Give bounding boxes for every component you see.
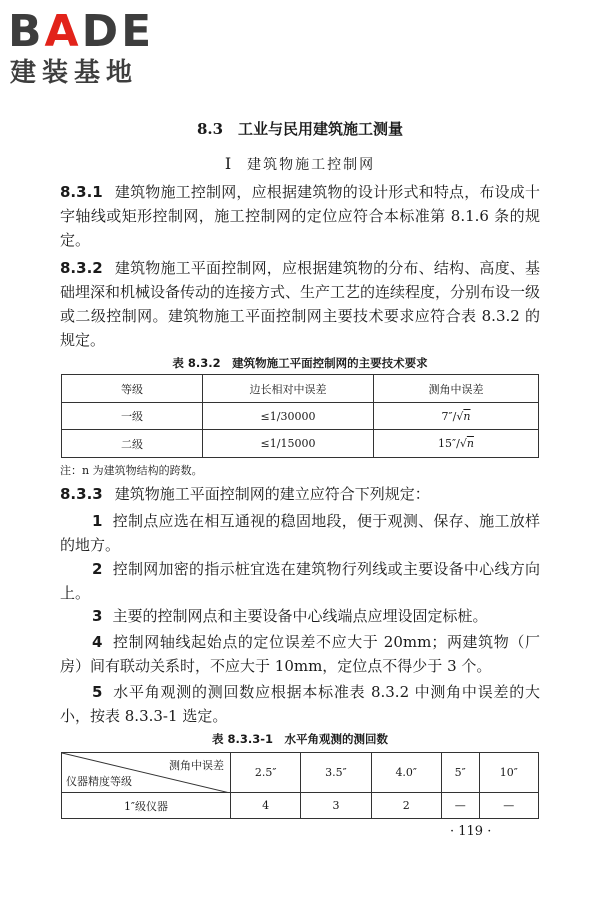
list-item (60, 604, 540, 628)
diag-bottom-label: 仪器精度等级 (66, 775, 132, 788)
table-8-3-2 (61, 374, 539, 458)
list-item (60, 509, 540, 557)
clause-8-3-3 (60, 482, 540, 506)
diagonal-header-cell (62, 753, 231, 793)
logo-subtitle: 建装基地 (10, 58, 139, 88)
table-row (62, 403, 539, 430)
clause-number: 8.3.3 (60, 485, 103, 503)
item-number: 5 (92, 683, 103, 701)
table-header-row (62, 753, 539, 793)
table-cell: 15″/√n (374, 430, 539, 458)
table-header: 等级 (62, 375, 203, 403)
table-header: 4.0″ (371, 753, 441, 793)
table-cell: 4 (231, 793, 301, 819)
table-cell: ≤1/15000 (203, 430, 374, 458)
table-header: 10″ (479, 753, 538, 793)
clause-8-3-1 (60, 180, 540, 252)
table-cell: ≤1/30000 (203, 403, 374, 430)
table-cell: — (441, 793, 479, 819)
clause-number: 8.3.2 (60, 259, 103, 277)
clause-text: 建筑物施工平面控制网，应根据建筑物的分布、结构、高度、基础埋深和机械设备传动的连接方式、生产工艺的连续程度，分别布设一级或二级控制网。建筑物施工平面控制网主要技术要求应符合表 8.3.2 的规定。 (60, 259, 541, 349)
item-number: 2 (92, 560, 103, 578)
section-title: 8.3 工业与民用建筑施工测量 (196, 120, 404, 138)
table-header: 边长相对中误差 (203, 375, 374, 403)
item-number: 3 (92, 607, 103, 625)
table-header: 3.5″ (301, 753, 371, 793)
item-text: 主要的控制网点和主要设备中心线端点应埋设固定标桩。 (112, 607, 488, 625)
table-row (62, 793, 539, 819)
logo-wordmark: BADE (8, 6, 155, 57)
table-cell: 一级 (62, 403, 203, 430)
list-item (60, 557, 540, 605)
table-header: 2.5″ (231, 753, 301, 793)
table-cell: 1″级仪器 (62, 793, 231, 819)
table-cell: — (479, 793, 538, 819)
clause-text: 建筑物施工平面控制网的建立应符合下列规定： (114, 485, 430, 503)
table-caption: 表 8.3.2 建筑物施工平面控制网的主要技术要求 (172, 356, 428, 370)
item-number: 1 (92, 512, 103, 530)
table-header: 测角中误差 (374, 375, 539, 403)
bade-logo (6, 6, 178, 90)
list-item (60, 630, 540, 678)
item-text: 控制网轴线起始点的定位误差不应大于 20mm；两建筑物（厂房）间有联动关系时，不应大于 10mm，定位点不得少于 3 个。 (60, 633, 540, 675)
diag-top-label: 测角中误差 (169, 759, 224, 772)
table-caption: 表 8.3.3-1 水平角观测的测回数 (211, 732, 389, 746)
subsection-number: Ⅰ (224, 154, 234, 173)
item-text: 控制点应选在相互通视的稳固地段，便于观测、保存、施工放样的地方。 (60, 512, 540, 554)
table-cell: 2 (371, 793, 441, 819)
table-cell: 3 (301, 793, 371, 819)
item-number: 4 (92, 633, 103, 651)
clause-text: 建筑物施工控制网，应根据建筑物的设计形式和特点，布设成十字轴线或矩形控制网，施工控制网的定位应符合本标准第 8.1.6 条的规定。 (60, 183, 540, 249)
table-header: 5″ (441, 753, 479, 793)
subsection-label: 建筑物施工控制网 (247, 157, 376, 173)
table-cell: 二级 (62, 430, 203, 458)
table-row (62, 430, 539, 458)
table-cell: 7″/√n (374, 403, 539, 430)
page-number: · 119 · (450, 824, 492, 839)
table-header-row (62, 375, 539, 403)
item-text: 水平角观测的测回数应根据本标准表 8.3.2 中测角中误差的大小，按表 8.3.3-1 选定。 (60, 683, 540, 725)
item-text: 控制网加密的指示桩宜选在建筑物行列线或主要设备中心线方向上。 (60, 560, 540, 602)
list-item (60, 680, 540, 728)
clause-8-3-2 (60, 256, 540, 352)
table-note: 注：n 为建筑物结构的跨数。 (60, 464, 203, 477)
subsection-title (0, 154, 600, 174)
clause-number: 8.3.1 (60, 183, 103, 201)
table-8-3-3-1 (61, 752, 539, 819)
